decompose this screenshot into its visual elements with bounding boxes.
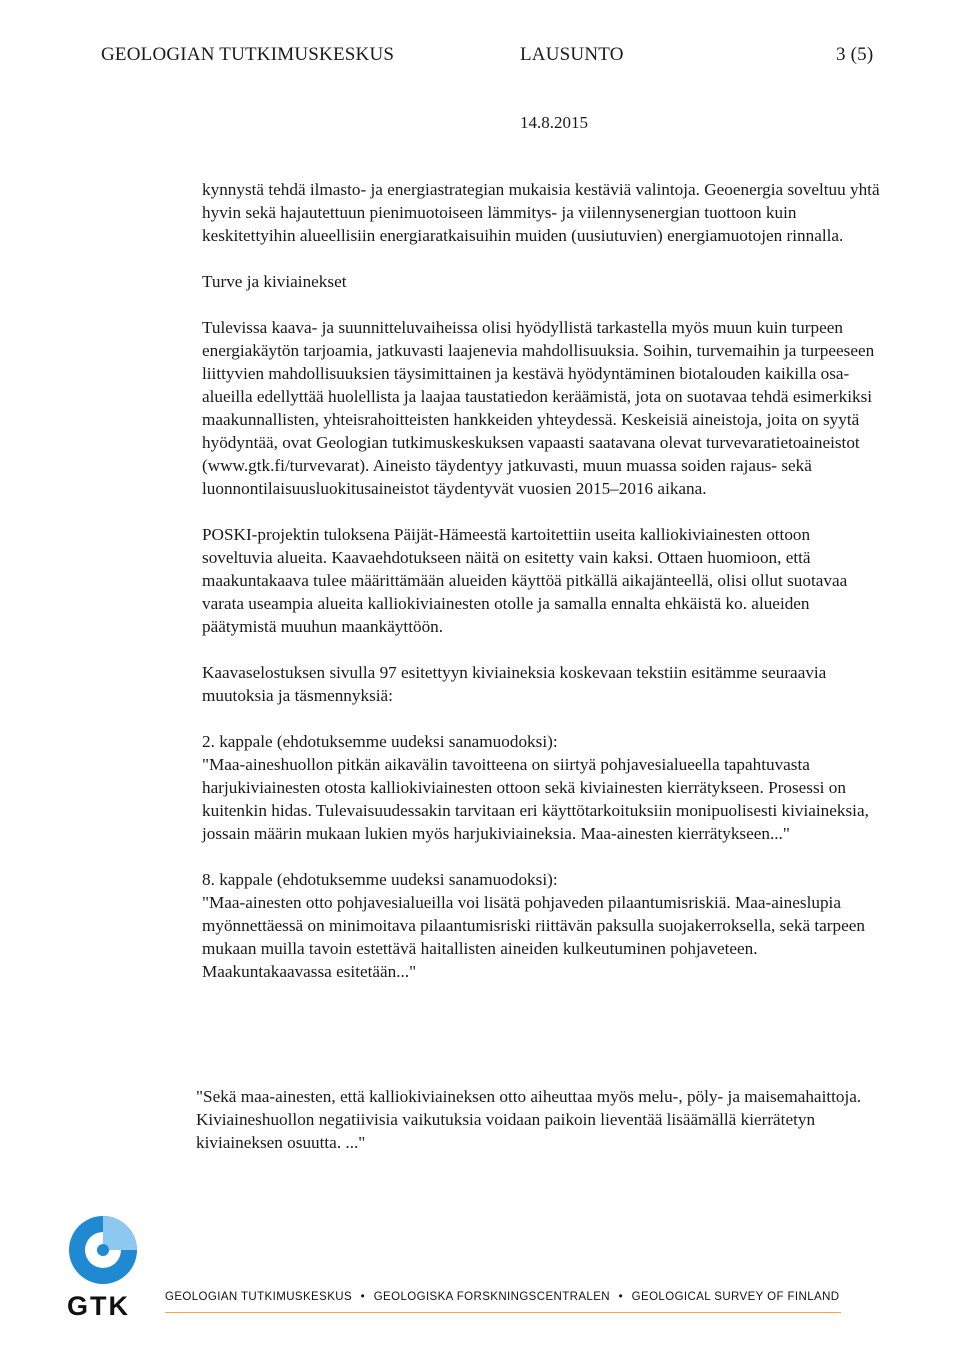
footer-divider — [165, 1312, 841, 1313]
document-type: LAUSUNTO — [520, 44, 624, 65]
paragraph-proposals-intro: Kaavaselostuksen sivulla 97 esitettyyn kiviaineksia koskevaan tekstiin esitämme seuraavia muutoksia ja täsmennyksiä: — [202, 663, 827, 705]
section-heading: Turve ja kiviainekset — [202, 272, 347, 291]
footer-separator: • — [360, 1291, 366, 1303]
footer-organizations — [165, 1291, 840, 1303]
proposal-item-8-text: "Maa-ainesten otto pohjavesialueilla voi lisätä pohjaveden pilaantumisriskiä. Maa-aineslupia myönnettäessä on minimoitava pilaantumisriski riittävän paksulla suojakerroksella, sekä tarpeen mukaan muilla tavoin estettävä haitallisten aineiden kulkeutuminen pohjaveteen. Maakuntakaavassa esitetään..." — [202, 893, 865, 981]
paragraph-geoenergy: kynnystä tehdä ilmasto- ja energiastrategian mukaisia kestäviä valintoja. Geoenergia soveltuu yhtä hyvin sekä hajautettuun pienimuotoiseen lämmitys- ja viilennysenergian tuottoon kuin keskitettyihin alueellisiin energiaratkaisuihin muiden (uusiutuvien) energiamuotojen rinnalla. — [202, 180, 880, 245]
paragraph-poski: POSKI-projektin tuloksena Päijät-Hämeestä kartoitettiin useita kalliokiviainesten ottoon soveltuvia alueita. Kaavaehdotukseen näitä on esitetty vain kaksi. Ottaen huomioon, että maakuntakaava tulee määrittämään alueiden käyttöä pitkällä aikajänteellä, olisi ollut suotavaa varata useampia alueita kalliokiviainesten otolle ja samalla ennalta ehkäistä ko. alueiden päätymistä muuhun maankäyttöön. — [202, 525, 848, 636]
footer-org-en: GEOLOGICAL SURVEY OF FINLAND — [631, 1291, 840, 1303]
paragraph-peat: Tulevissa kaava- ja suunnitteluvaiheissa olisi hyödyllistä tarkastella myös muun kuin turpeen energiakäytön tarjoamia, jatkuvasti laajenevia mahdollisuuksia. Soihin, turvemaihin ja turpeeseen liittyvien mahdollisuuksien täysimittainen ja kestävä hyödyntäminen biotalouden kaikilla osa-alueilla edellyttää huolellista ja laajaa taustatiedon keräämistä, jota on suotavaa tehdä esimerkiksi maakunnallisten, yhteisrahoitteisten hankkeiden yhteydessä. Keskeisiä aineistoja, joita on syytä hyödyntää, ovat Geologian tutkimuskeskuksen vapaasti saatavana olevat turvevaratietoaineistot (www.gtk.fi/turvevarat). Aineisto täydentyy jatkuvasti, muun muassa soiden rajaus- sekä luonnontilaisuusluokitusaineistot täydentyvät vuosien 2015–2016 aikana. — [202, 318, 875, 498]
proposal-item-2-text: "Maa-aineshuollon pitkän aikavälin tavoitteena on siirtyä pohjavesialueella tapahtuvasta harjukiviainesten otosta kalliokiviainesten ottoon sekä kiviainesten kierrätykseen. Prosessi on kuitenkin hidas. Tulevaisuudessakin tarvitaan eri käyttötarkoituksiin monipuolisesti kiviaineksia, jossain määrin mukaan lukien myös harjukiviaineksia. Maa-ainesten kierrätykseen..." — [202, 755, 869, 843]
gtk-wordmark: GTK — [67, 1291, 130, 1321]
proposal-item-2 — [202, 730, 882, 845]
document-body — [202, 178, 882, 983]
footer-separator: • — [618, 1291, 624, 1303]
proposal-item-8-title: 8. kappale (ehdotuksemme uudeksi sanamuodoksi): — [202, 870, 558, 889]
page-number: 3 (5) — [836, 44, 874, 65]
proposal-item-2-title: 2. kappale (ehdotuksemme uudeksi sanamuodoksi): — [202, 732, 558, 751]
proposal-item-8 — [202, 868, 882, 983]
footer-org-fi: GEOLOGIAN TUTKIMUSKESKUS — [165, 1291, 353, 1303]
header-organization: GEOLOGIAN TUTKIMUSKESKUS — [101, 44, 395, 65]
quote-paragraph: "Sekä maa-ainesten, että kalliokiviaineksen otto aiheuttaa myös melu-, pöly- ja maisemahaittoja. Kiviaineshuollon negatiivisia vaikutuksia voidaan paikoin lieventää lisäämällä kierrätetyn kiviaineksen osuutta. ..." — [196, 1087, 862, 1152]
document-date: 14.8.2015 — [520, 113, 588, 132]
footer-org-sv: GEOLOGISKA FORSKNINGSCENTRALEN — [373, 1291, 611, 1303]
